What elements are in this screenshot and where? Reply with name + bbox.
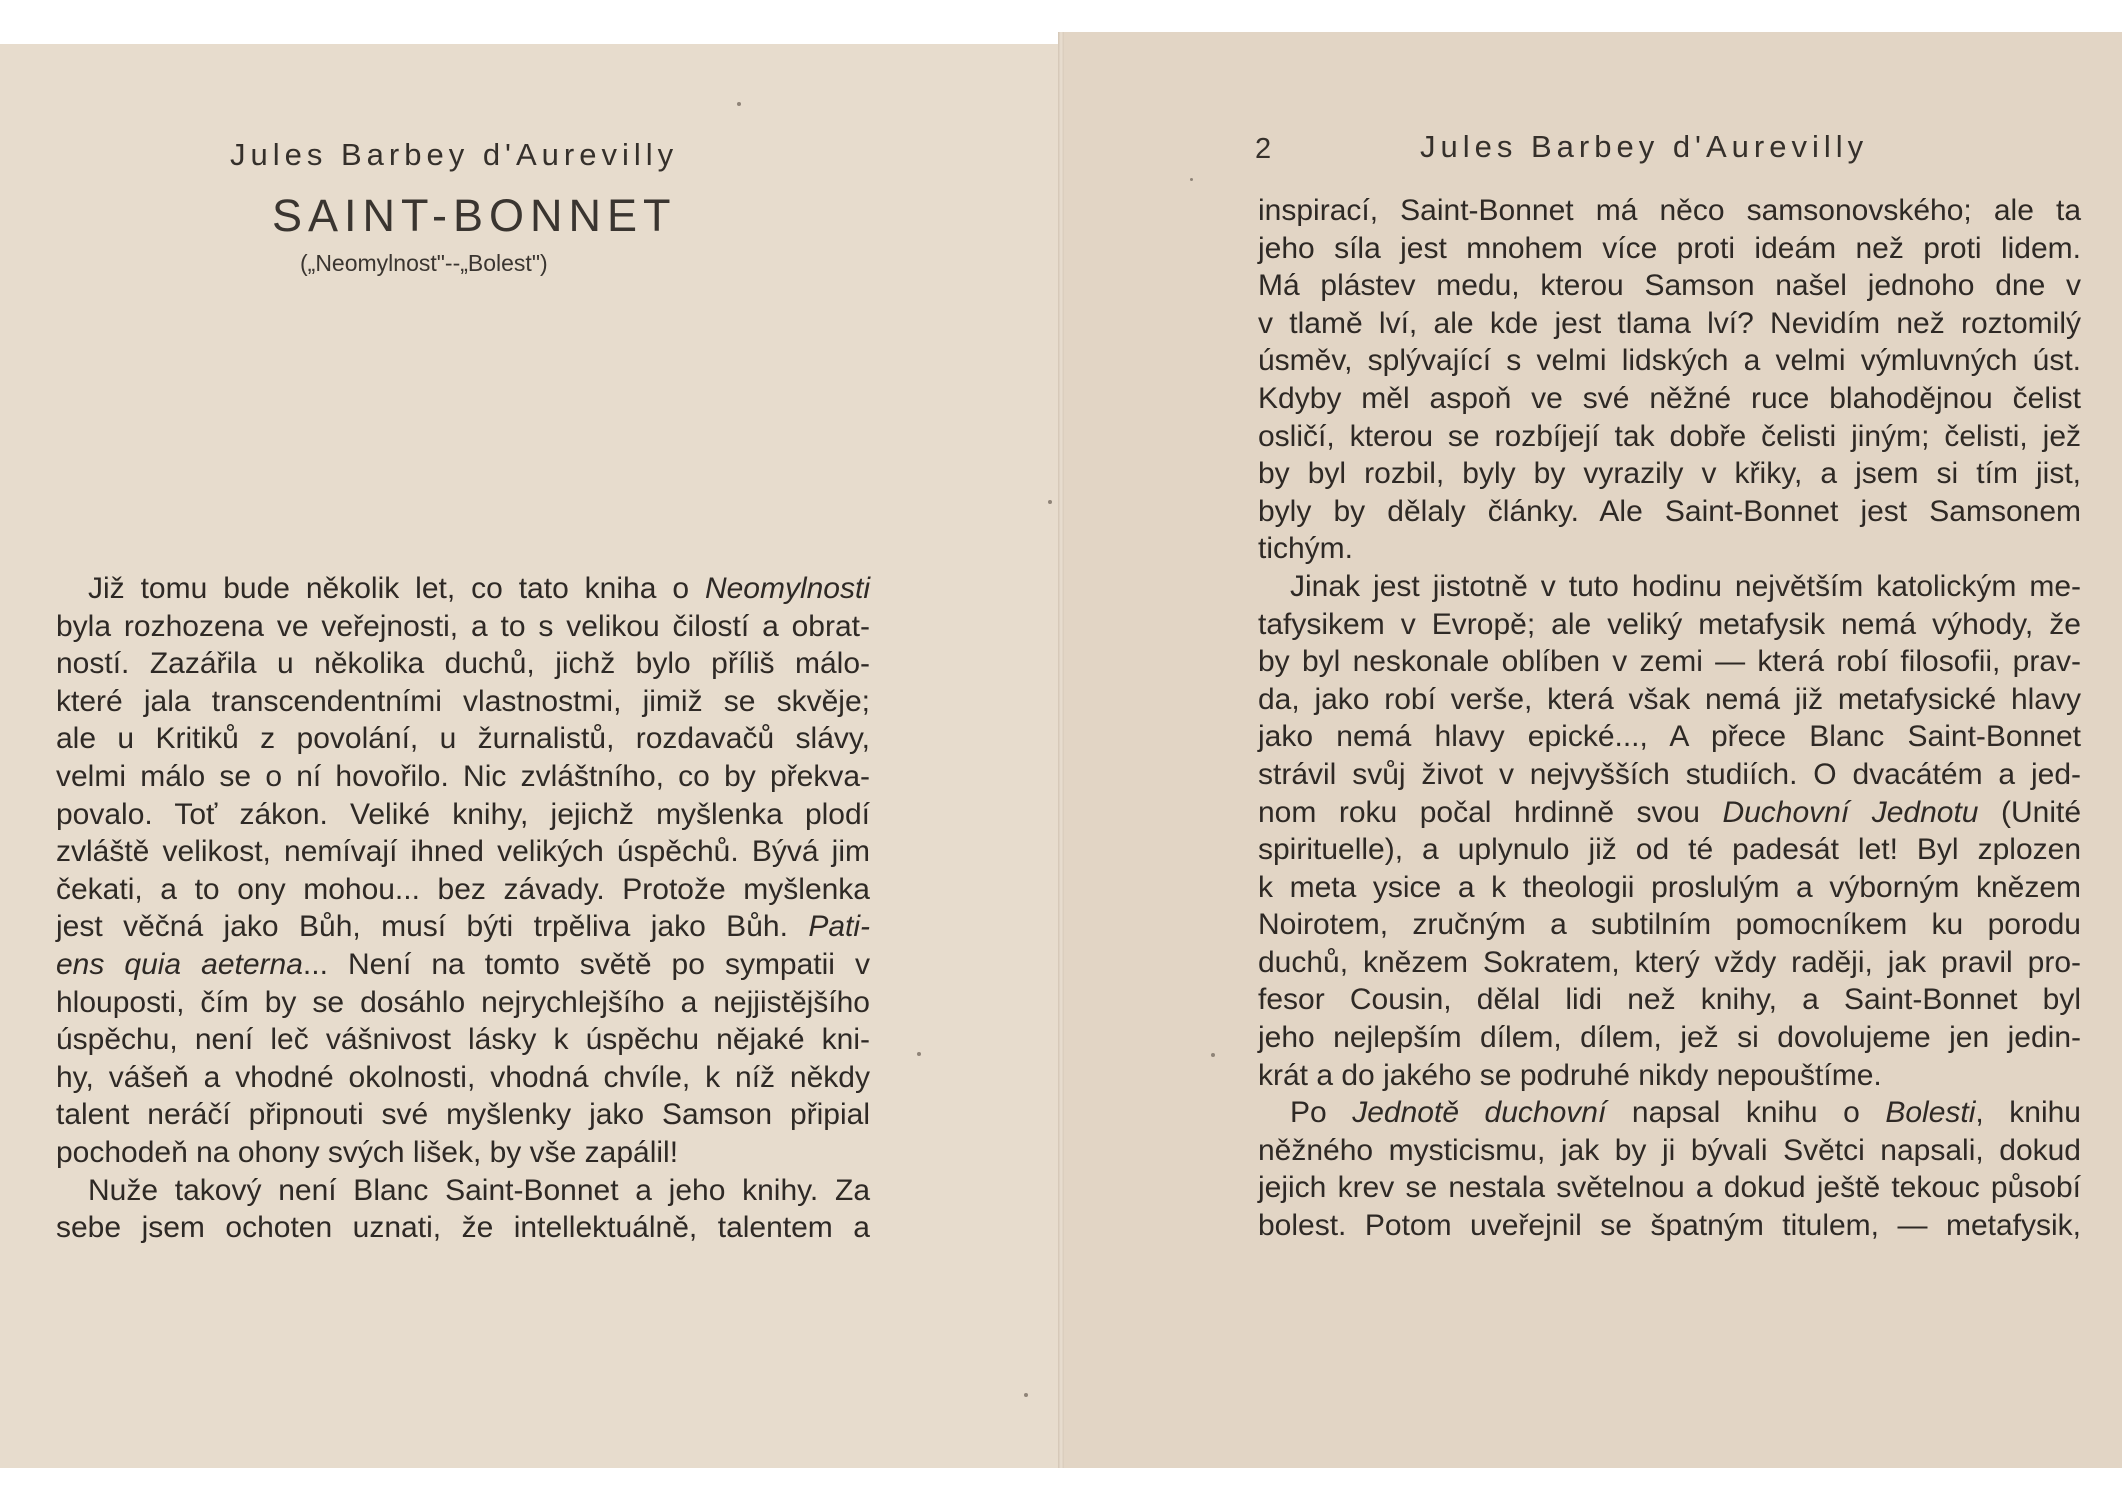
text-line: talent neráčí připnouti své myšlenky jako Samson připial — [56, 1098, 870, 1132]
paper-speck — [917, 1052, 921, 1056]
text-line: které jala transcendentními vlastnostmi, jimiž se skvěje; — [56, 684, 870, 718]
right-body-text — [1258, 192, 2081, 1245]
text-line: jako nemá hlavy epické..., A přece Blanc Saint-Bonnet — [1258, 720, 2081, 754]
left-body-text — [56, 570, 870, 1247]
paper-speck — [1048, 500, 1052, 504]
text-line: ale u Kritiků z povolání, u žurnalistů, rozdavačů slávy, — [56, 722, 870, 756]
book-gutter — [1058, 32, 1064, 1468]
chapter-subtitle: („Neomylnost"--„Bolest") — [300, 250, 548, 276]
text-line: by byl rozbil, byly by vyrazily v křiky, a jsem si tím jist, — [1258, 457, 2081, 491]
text-line: da, jako robí verše, která však nemá již metafysické hlavy — [1258, 682, 2081, 716]
paper-speck — [1024, 1393, 1028, 1397]
text-line: hy, vášeň a vhodné okolnosti, vhodná chvíle, k níž někdy — [56, 1060, 870, 1094]
text-line: ens quia aeterna... Není na tomto světě po sympatii v — [56, 947, 870, 981]
text-line: hlouposti, čím by se dosáhlo nejrychlejšího a nejjistějšího — [56, 985, 870, 1019]
text-line: úsměv, splývající s velmi lidských a velmi výmluvných úst. — [1258, 344, 2081, 378]
text-line: tafysikem v Evropě; ale veliký metafysik nemá výhody, že — [1258, 607, 2081, 641]
paper-speck — [1211, 1053, 1215, 1057]
text-line: něžného mysticismu, jak by ji bývali Světci napsali, dokud — [1258, 1133, 2081, 1167]
text-line: strávil svůj život v nejvyšších studiích. O dvacátém a jed- — [1258, 757, 2081, 791]
text-line: Má plástev medu, kterou Samson našel jednoho dne v — [1258, 269, 2081, 303]
text-line: jeho nejlepším dílem, dílem, jež si dovolujeme jen jedin- — [1258, 1021, 2081, 1055]
text-line: ností. Zazářila u několika duchů, jichž bylo příliš málo- — [56, 647, 870, 681]
text-line: jejich krev se nestala světelnou a dokud ještě tekouc působí — [1258, 1171, 2081, 1205]
text-line: Po Jednotě duchovní napsal knihu o Bolesti, knihu — [1290, 1096, 2081, 1130]
text-line: byla rozhozena ve veřejnosti, a to s velikou čilostí a obrat- — [56, 609, 870, 643]
text-line: fesor Cousin, dělal lidi než knihy, a Saint-Bonnet byl — [1258, 983, 2081, 1017]
text-line: úspěchu, není leč vášnivost lásky k úspěchu nějaké kni- — [56, 1023, 870, 1057]
text-line: v tlamě lví, ale kde jest tlama lví? Nevidím než roztomilý — [1258, 306, 2081, 340]
text-line: duchů, knězem Sokratem, který vždy raději, jak pravil pro- — [1258, 945, 2081, 979]
text-line: sebe jsem ochoten uznati, že intellektuálně, talentem a — [56, 1211, 870, 1245]
running-header-author: Jules Barbey d'Aurevilly — [1420, 129, 1869, 164]
text-line: pochodeň na ohony svých lišek, by vše zapálil! — [56, 1135, 679, 1169]
chapter-title: SAINT-BONNET — [272, 190, 677, 241]
text-line: Noirotem, zručným a subtilním pomocníkem ku porodu — [1258, 908, 2081, 942]
text-line: zvláště velikost, nemívají ihned velikých úspěchů. Bývá jim — [56, 835, 870, 869]
text-line: velmi málo se o ní hovořilo. Nic zvláštního, co by překva- — [56, 759, 870, 793]
text-line: nom roku počal hrdinně svou Duchovní Jednotu (Unité — [1258, 795, 2082, 829]
paper-speck — [737, 102, 741, 106]
text-line: inspirací, Saint-Bonnet má něco samsonovského; ale ta — [1258, 194, 2081, 227]
text-line: čekati, a to ony mohou... bez závady. Protože myšlenka — [56, 872, 870, 906]
text-line: Nuže takový není Blanc Saint-Bonnet a jeho knihy. Za — [88, 1173, 870, 1207]
text-line: Již tomu bude několik let, co tato kniha o Neomylnosti — [88, 572, 870, 605]
text-line: by byl neskonale oblíben v zemi — která robí filosofii, prav- — [1258, 645, 2081, 679]
text-line: jest věčná jako Bůh, musí býti trpěliva jako Bůh. Pati- — [56, 910, 870, 944]
text-line: bolest. Potom uveřejnil se špatným titulem, — metafysik, — [1258, 1209, 2081, 1243]
text-line: povalo. Toť zákon. Veliké knihy, jejichž myšlenka plodí — [56, 797, 870, 831]
running-header-author: Jules Barbey d'Aurevilly — [230, 137, 679, 172]
text-line: k meta ysice a k theologii proslulým a výborným knězem — [1258, 870, 2081, 904]
text-line: byly by dělaly články. Ale Saint-Bonnet jest Samsonem — [1258, 494, 2081, 528]
page-number: 2 — [1255, 133, 1272, 165]
text-line: Kdyby měl aspoň ve své něžné ruce blahodějnou čelist — [1258, 381, 2081, 415]
text-line: krát a do jakého se podruhé nikdy nepouštíme. — [1258, 1058, 1882, 1092]
text-line: osličí, kterou se rozbíjejí tak dobře čelisti jiným; čelisti, jež — [1258, 419, 2081, 453]
paper-speck — [1190, 178, 1193, 181]
text-line: Jinak jest jistotně v tuto hodinu největším katolickým me- — [1290, 569, 2081, 603]
text-line: jeho síla jest mnohem více proti ideám než proti lidem. — [1258, 231, 2081, 265]
text-line: spirituelle), a uplynulo již od té padesát let! Byl zplozen — [1258, 833, 2081, 867]
text-line: tichým. — [1258, 532, 1354, 566]
